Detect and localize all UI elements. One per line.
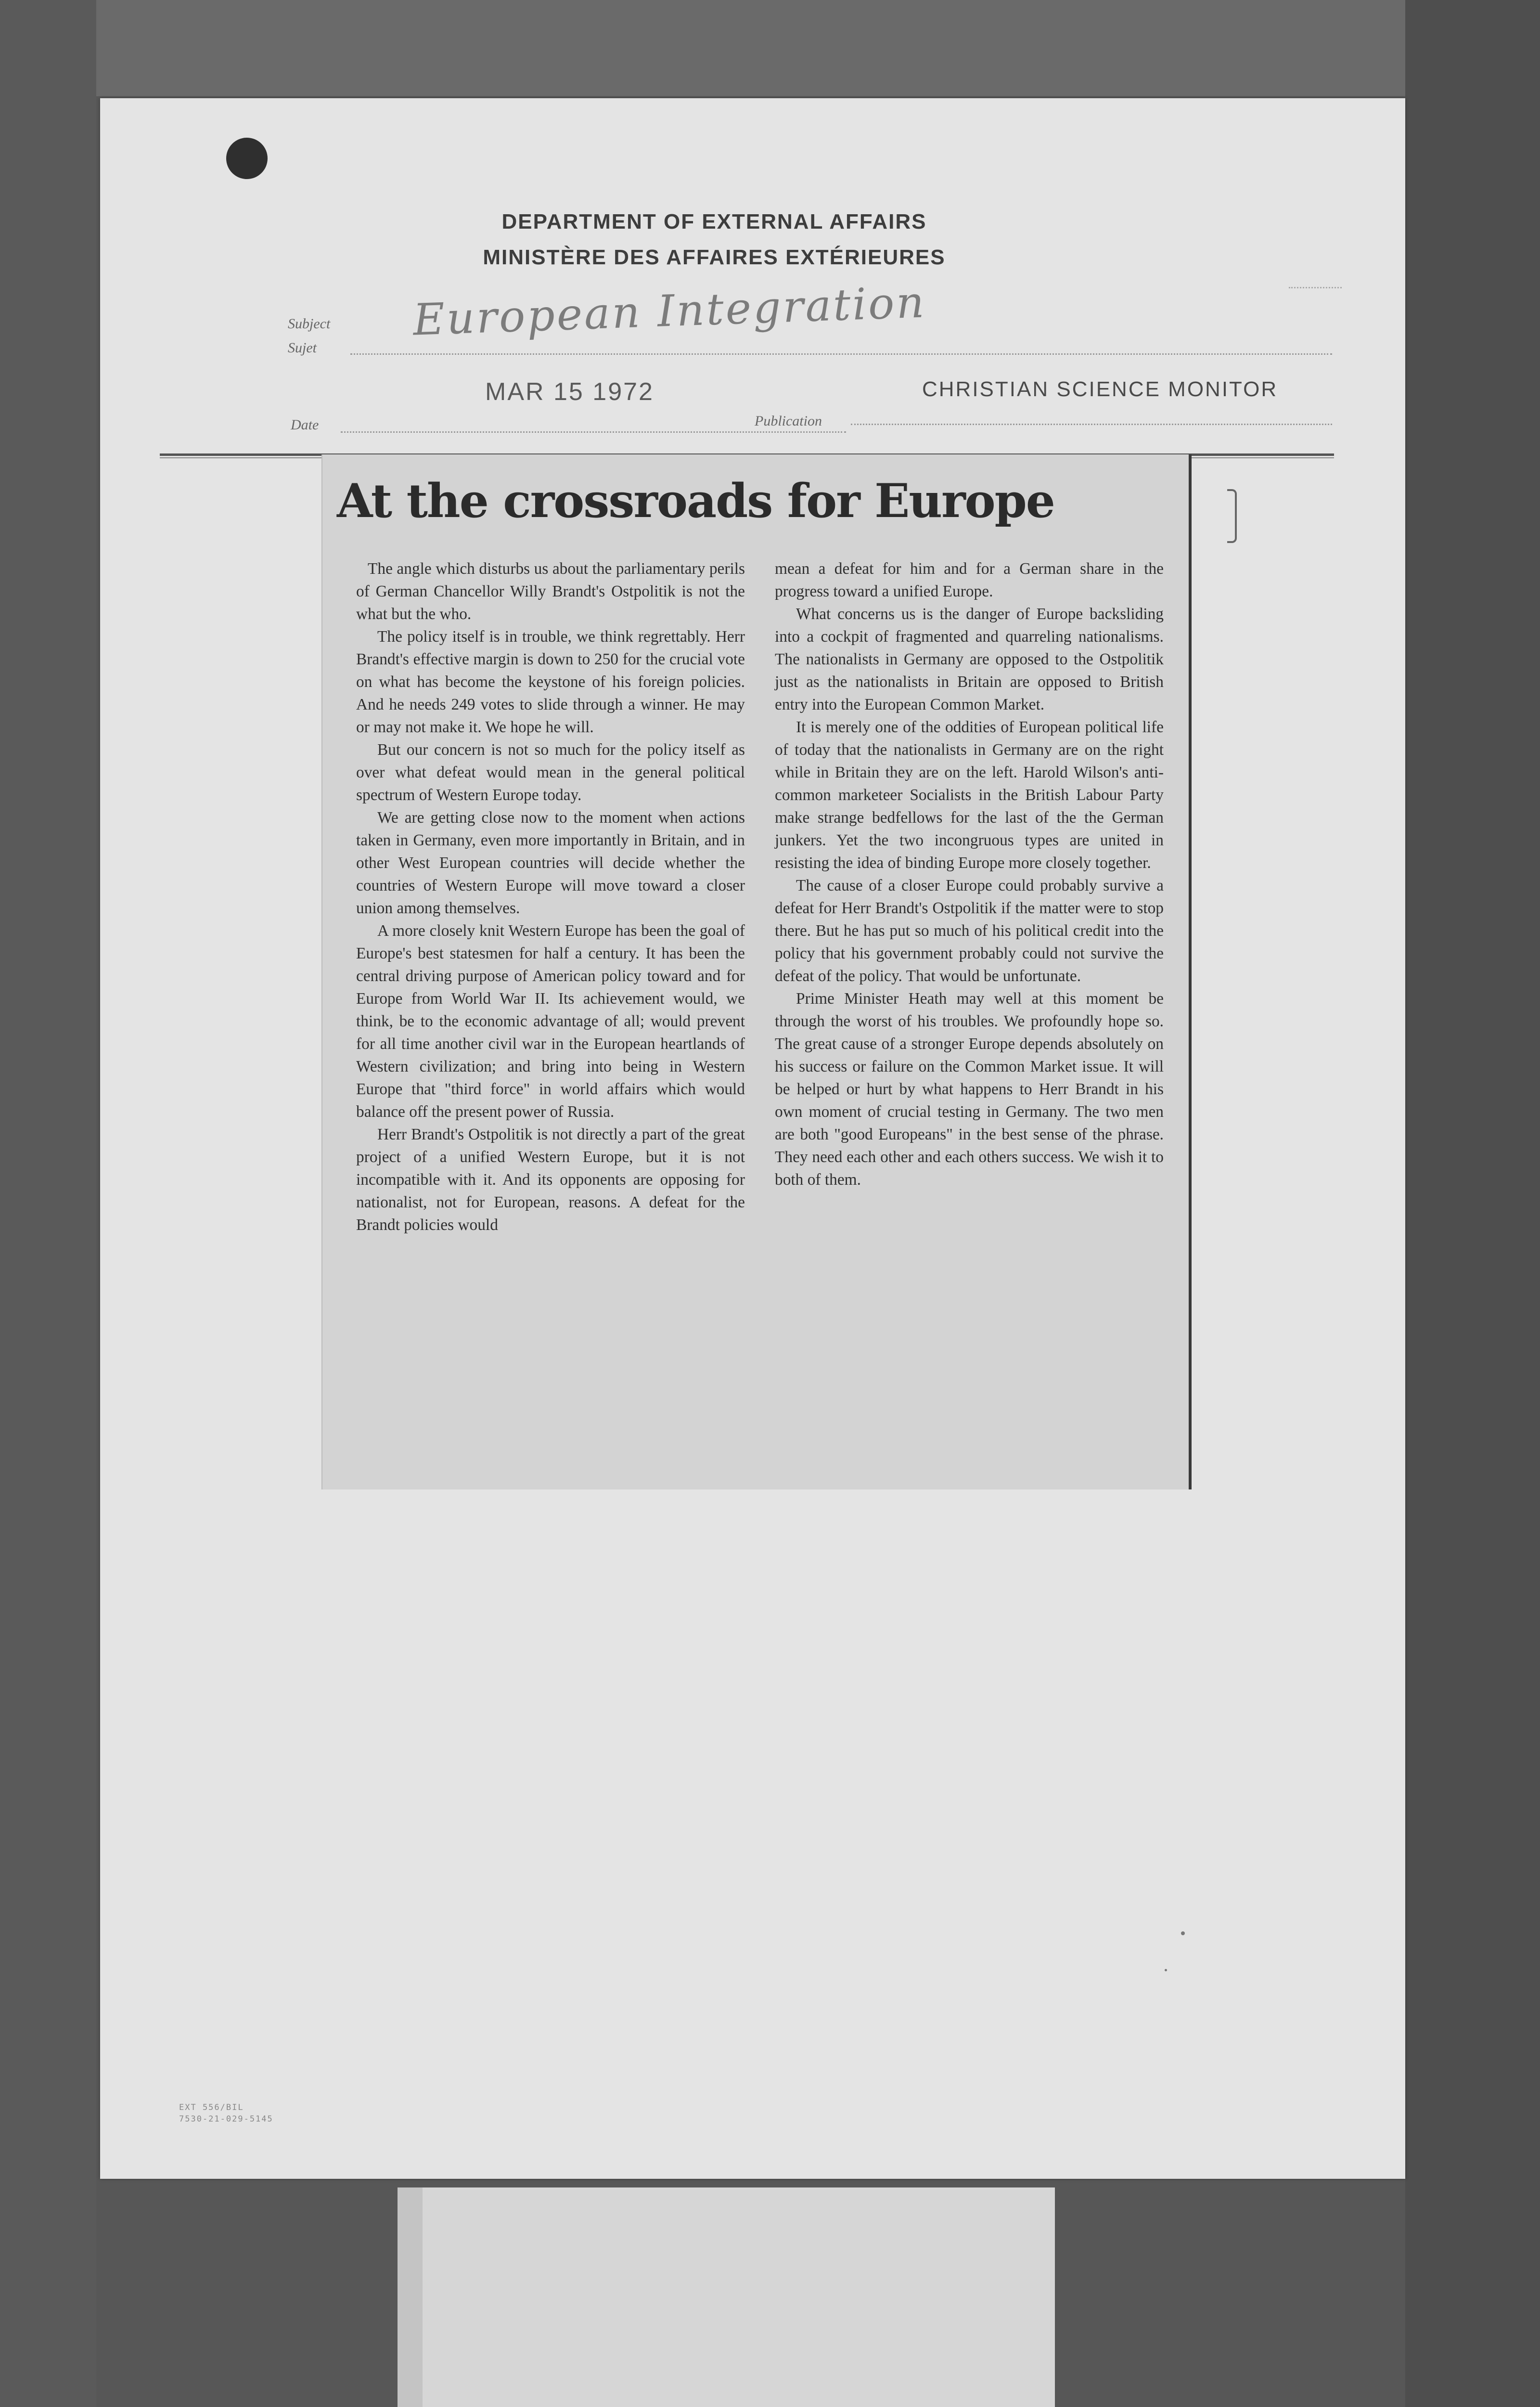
date-label: Date	[291, 417, 319, 433]
publication-stamp: CHRISTIAN SCIENCE MONITOR	[922, 377, 1278, 401]
article-left-column	[356, 557, 745, 1236]
next-sheet-edge	[398, 2187, 1055, 2407]
subject-dotted-line	[350, 353, 1332, 355]
corner-dotted-mark	[1289, 287, 1342, 288]
paragraph: We are getting close now to the moment when actions taken in Germany, even more importantly in Britain, and in other West European countries will decide whether the countries of Western Europe will move toward a closer union among themselves.	[356, 809, 745, 917]
date-dotted-line	[341, 431, 846, 433]
punch-hole	[226, 138, 268, 179]
form-code-line: EXT 556/BIL	[179, 2103, 244, 2112]
paragraph: What concerns us is the danger of Europe backsliding into a cockpit of fragmented and quarreling nationalisms. The nationalists in Germany are opposed to the Ostpolitik just as the nationalists in Britain are opposed to British entry into the European Common Market.	[775, 605, 1164, 713]
paragraph: The angle which disturbs us about the parliamentary perils of German Chancellor Willy Brandt's Ostpolitik is not the what but the who.	[356, 560, 745, 623]
clipping-form-sheet	[100, 98, 1405, 2179]
dust-speck	[1165, 1969, 1167, 1971]
article-headline: At the crossroads for Europe	[337, 474, 1054, 528]
publication-dotted-line	[851, 424, 1332, 425]
next-sheet-shadow	[398, 2187, 423, 2407]
paragraph: Herr Brandt's Ostpolitik is not directly a part of the great project of a unified Western Europe, but it is not incompatible with it. And its opponents are opposing for nationalist, not for European, reasons. A defeat for the Brandt policies would	[356, 1126, 745, 1234]
paragraph: The cause of a closer Europe could probably survive a defeat for Herr Brandt's Ostpolitik if the matter were to stop there. But he has put so much of his political credit into the policy that his government probably could not survive the defeat of the policy. That would be unfortunate.	[775, 877, 1164, 985]
form-footer-code	[179, 2102, 273, 2125]
date-stamp: MAR 15 1972	[485, 378, 654, 406]
publication-label: Publication	[755, 413, 822, 429]
pencil-bracket-mark	[1227, 489, 1237, 543]
scan-frame-top	[0, 0, 1540, 96]
newspaper-clipping	[321, 454, 1192, 1489]
sujet-label: Sujet	[288, 340, 317, 356]
paragraph: mean a defeat for him and for a German share in the progress toward a unified Europe.	[775, 560, 1164, 600]
paragraph: A more closely knit Western Europe has been the goal of Europe's best statesmen for half a century. It has been the central driving purpose of American policy toward and for Europe from World War II. Its achievement would, we think, be to the economic advantage of all; would prevent for all time another civil war in the European heartlands of Western civilization; and bring into being in Western Europe that "third force" in world affairs which would balance off the present power of Russia.	[356, 922, 745, 1121]
paragraph: The policy itself is in trouble, we think regrettably. Herr Brandt's effective margin is down to 250 for the crucial vote on what has become the keystone of his foreign policies. And he needs 249 votes to slide through a winner. He may or may not make it. We hope he will.	[356, 628, 745, 736]
department-title-french: MINISTÈRE DES AFFAIRES EXTÉRIEURES	[483, 246, 946, 269]
form-code-line: 7530-21-029-5145	[179, 2114, 273, 2124]
paragraph: But our concern is not so much for the policy itself as over what defeat would mean in the general political spectrum of Western Europe today.	[356, 741, 745, 804]
scan-frame-left	[0, 0, 96, 2407]
subject-label: Subject	[288, 316, 331, 332]
paragraph: Prime Minister Heath may well at this moment be through the worst of his troubles. We profoundly hope so. The great cause of a stronger Europe depends absolutely on his success or failure on the Common Market issue. It will be helped or hurt by what happens to Herr Brandt in his own moment of crucial testing in Germany. The two men are both "good Europeans" in the best sense of the phrase. They need each other and each others success. We wish it to both of them.	[775, 990, 1164, 1189]
article-right-column	[775, 557, 1164, 1191]
subject-handwritten-value: European Integration	[412, 277, 927, 346]
paragraph: It is merely one of the oddities of European political life of today that the nationalists in Germany are on the right while in Britain they are on the left. Harold Wilson's anti-common marketeer Socialists in the British Labour Party make strange bedfellows for the last of the the German junkers. Yet the two incongruous types are united in resisting the idea of binding Europe more closely together.	[775, 718, 1164, 872]
scan-frame-right	[1405, 0, 1540, 2407]
department-title-english: DEPARTMENT OF EXTERNAL AFFAIRS	[501, 210, 927, 233]
dust-speck	[1181, 1931, 1185, 1935]
